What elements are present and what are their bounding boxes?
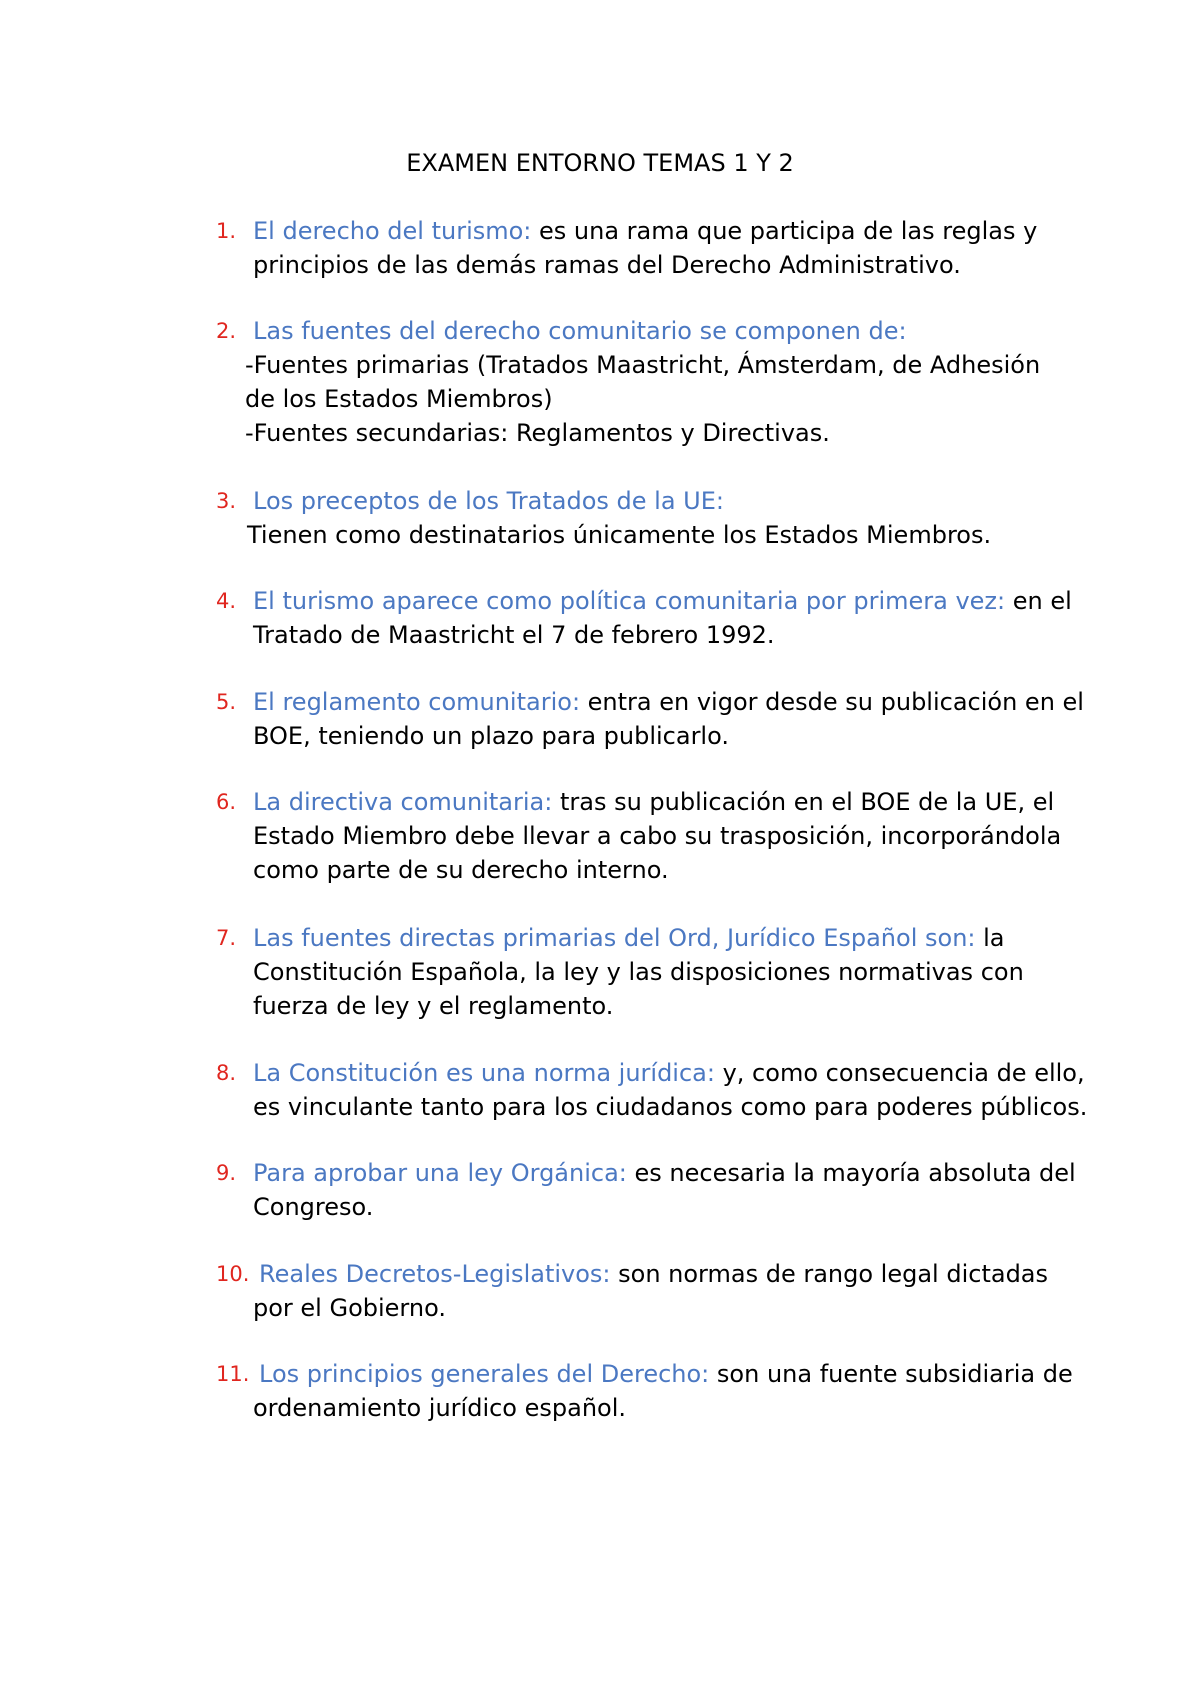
item-text: por el Gobierno. xyxy=(253,1294,446,1322)
item-text: Constitución Española, la ley y las disposiciones normativas con xyxy=(253,958,1024,986)
item-number: 4. xyxy=(216,589,237,613)
item-text: Estado Miembro debe llevar a cabo su trasposición, incorporándola xyxy=(253,822,1062,850)
document-title: EXAMEN ENTORNO TEMAS 1 Y 2 xyxy=(406,149,794,177)
item-number: 6. xyxy=(216,790,237,814)
list-item xyxy=(216,685,1084,753)
item-text: BOE, teniendo un plazo para publicarlo. xyxy=(253,722,729,750)
list-item xyxy=(216,921,1024,1023)
item-text: es vinculante tanto para los ciudadanos como para poderes públicos. xyxy=(253,1093,1088,1121)
item-text: ordenamiento jurídico español. xyxy=(253,1394,627,1422)
item-number: 11. xyxy=(216,1362,250,1386)
item-number: 5. xyxy=(216,690,237,714)
list-item xyxy=(216,1257,1049,1325)
list-item xyxy=(216,584,1072,652)
item-number: 10. xyxy=(216,1262,250,1286)
item-term: La directiva comunitaria: xyxy=(253,788,553,816)
item-text: como parte de su derecho interno. xyxy=(253,856,669,884)
item-text: principios de las demás ramas del Derecho Administrativo. xyxy=(253,251,961,279)
item-term: Reales Decretos-Legislativos: xyxy=(259,1260,611,1288)
item-number: 8. xyxy=(216,1061,237,1085)
item-number: 7. xyxy=(216,926,237,950)
item-text: en el xyxy=(1005,587,1072,615)
list-item xyxy=(216,1156,1076,1224)
item-number: 3. xyxy=(216,489,237,513)
item-term: Las fuentes directas primarias del Ord, Jurídico Español son: xyxy=(253,924,976,952)
list-item xyxy=(216,314,1041,450)
item-number: 2. xyxy=(216,319,237,343)
item-number: 9. xyxy=(216,1161,237,1185)
item-text: son normas de rango legal dictadas xyxy=(610,1260,1049,1288)
item-text: Tienen como destinatarios únicamente los Estados Miembros. xyxy=(247,521,992,549)
item-text: y, como consecuencia de ello, xyxy=(714,1059,1085,1087)
item-term: La Constitución es una norma jurídica: xyxy=(253,1059,715,1087)
item-term: Las fuentes del derecho comunitario se componen de: xyxy=(253,317,907,345)
list-item xyxy=(216,214,1038,282)
item-term: Los principios generales del Derecho: xyxy=(259,1360,710,1388)
item-text: Tratado de Maastricht el 7 de febrero 1992. xyxy=(253,621,775,649)
list-item xyxy=(216,785,1062,887)
list-item xyxy=(216,1056,1088,1124)
item-term: Para aprobar una ley Orgánica: xyxy=(253,1159,627,1187)
item-text: Congreso. xyxy=(253,1193,374,1221)
item-text: es una rama que participa de las reglas y xyxy=(531,217,1038,245)
item-text: -Fuentes primarias (Tratados Maastricht, Ámsterdam, de Adhesión xyxy=(245,351,1041,379)
item-text: entra en vigor desde su publicación en el xyxy=(580,688,1084,716)
item-text: la xyxy=(975,924,1005,952)
item-text: de los Estados Miembros) xyxy=(245,385,553,413)
item-term: Los preceptos de los Tratados de la UE: xyxy=(253,487,724,515)
item-number: 1. xyxy=(216,219,237,243)
item-text: es necesaria la mayoría absoluta del xyxy=(626,1159,1076,1187)
item-text: tras su publicación en el BOE de la UE, el xyxy=(552,788,1055,816)
item-term: El reglamento comunitario: xyxy=(253,688,581,716)
item-term: El derecho del turismo: xyxy=(253,217,532,245)
list-item xyxy=(216,1357,1073,1425)
item-text: -Fuentes secundarias: Reglamentos y Directivas. xyxy=(245,419,830,447)
list-item xyxy=(218,484,1018,552)
item-text: fuerza de ley y el reglamento. xyxy=(253,992,614,1020)
item-term: El turismo aparece como política comunitaria por primera vez: xyxy=(253,587,1006,615)
item-text: son una fuente subsidiaria de xyxy=(709,1360,1073,1388)
